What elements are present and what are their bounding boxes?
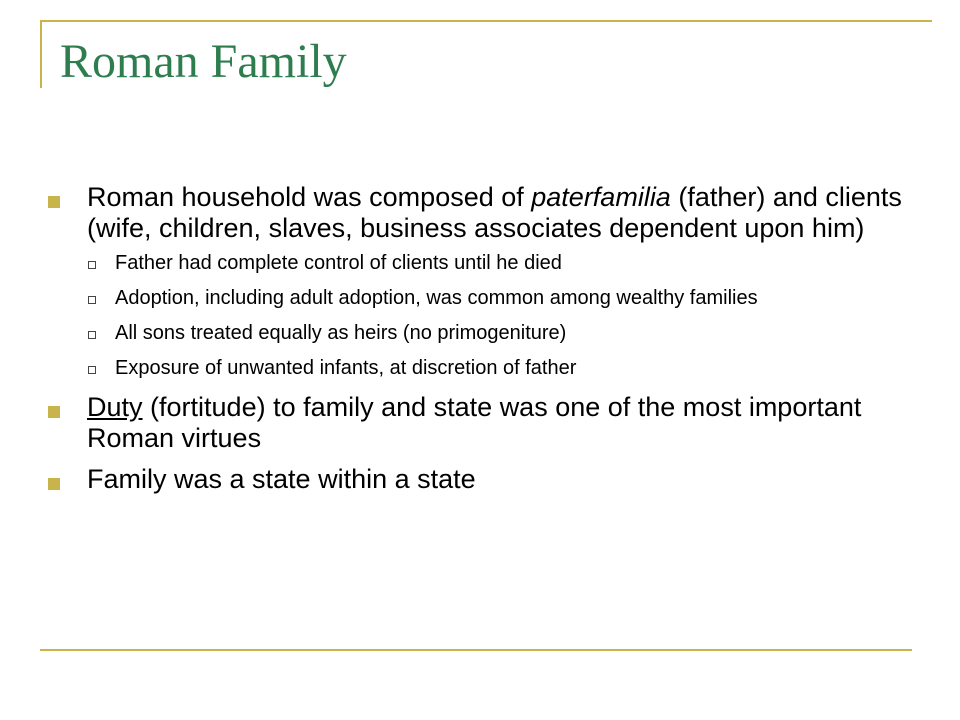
subbullet-text: Adoption, including adult adoption, was common among wealthy families: [115, 287, 758, 309]
bullet-duty: [48, 392, 908, 454]
subbullet-adoption: [88, 287, 908, 310]
bullet-state-within-state: [48, 464, 908, 495]
slide-title: Roman Family: [60, 35, 347, 88]
subbullet-text: Exposure of unwanted infants, at discretion of father: [115, 357, 577, 379]
hollow-square-bullet-icon: [88, 331, 96, 339]
left-rule: [40, 20, 42, 88]
term-paterfamilia: paterfamilia: [531, 182, 671, 212]
square-bullet-icon: [48, 478, 60, 490]
bullet-text: Duty (fortitude) to family and state was one of the most important Roman virtues: [87, 392, 862, 453]
slide-body: [48, 182, 908, 503]
bullet-text: Roman household was composed of paterfamilia (father) and clients (wife, children, slaves, business associates dependent upon him): [87, 182, 902, 243]
top-rule: [40, 20, 932, 22]
subbullet-sons-heirs: [88, 322, 908, 345]
hollow-square-bullet-icon: [88, 296, 96, 304]
square-bullet-icon: [48, 196, 60, 208]
hollow-square-bullet-icon: [88, 366, 96, 374]
square-bullet-icon: [48, 406, 60, 418]
hollow-square-bullet-icon: [88, 261, 96, 269]
subbullet-text: All sons treated equally as heirs (no primogeniture): [115, 322, 567, 344]
subbullet-father-control: [88, 252, 908, 275]
subbullet-text: Father had complete control of clients until he died: [115, 252, 562, 274]
term-duty: Duty: [87, 392, 143, 422]
bottom-rule: [40, 649, 912, 651]
bullet-household: [48, 182, 908, 244]
bullet-text: Family was a state within a state: [87, 464, 476, 494]
subbullet-exposure: [88, 357, 908, 380]
